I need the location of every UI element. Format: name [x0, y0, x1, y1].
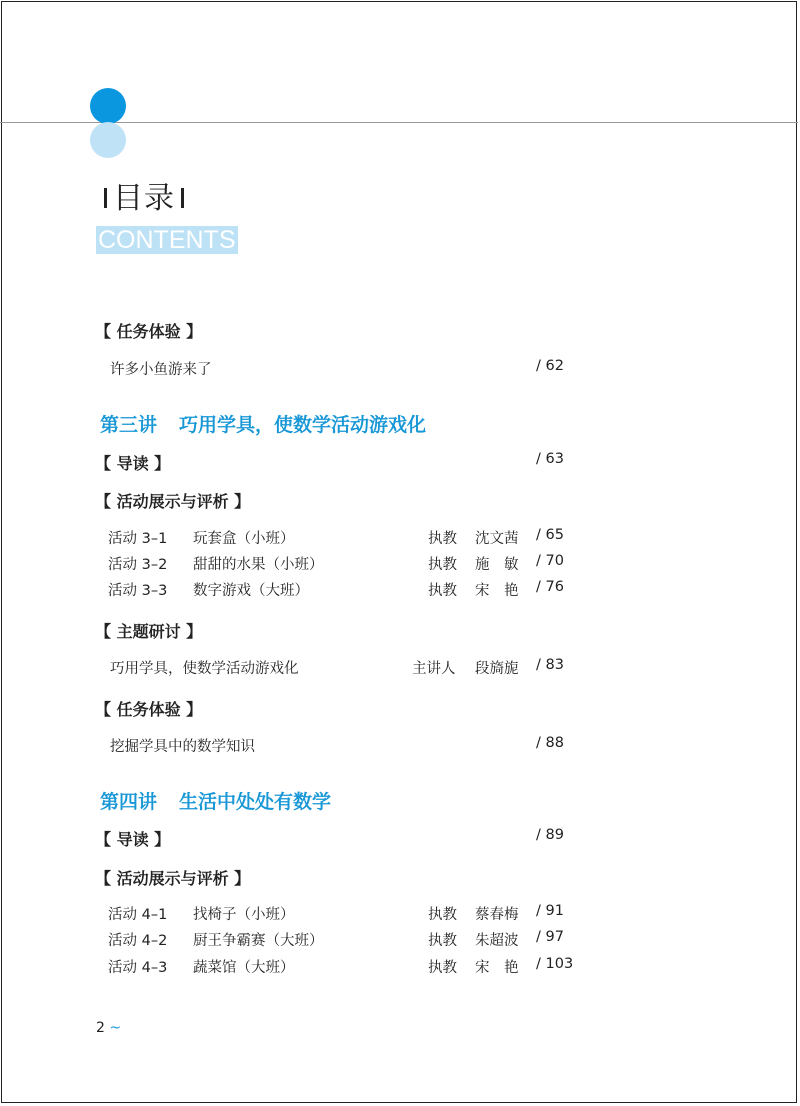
activity-page[interactable]: / 97	[536, 929, 564, 945]
decor-dot-light	[90, 122, 126, 158]
activity-role: 执教	[428, 557, 457, 573]
chapter-3-number: 第三讲	[100, 414, 158, 436]
activity-name[interactable]: 厨王争霸赛（大班）	[193, 933, 324, 949]
activity-code: 活动 4–1	[108, 907, 168, 923]
toc-entry-page[interactable]: / 62	[536, 358, 564, 374]
activity-page[interactable]: / 65	[536, 527, 564, 543]
activity-code: 活动 4–3	[108, 960, 168, 976]
activity-role: 执教	[428, 933, 457, 949]
activity-code: 活动 3–2	[108, 557, 168, 573]
page-tilde: ~	[109, 1020, 122, 1036]
activity-role: 执教	[428, 960, 457, 976]
activity-page[interactable]: / 103	[536, 956, 574, 972]
activity-name[interactable]: 蔬菜馆（大班）	[193, 960, 295, 976]
activity-page[interactable]: / 76	[536, 579, 564, 595]
chapter-3-title: 巧用学具，使数学活动游戏化	[179, 414, 427, 436]
activity-name[interactable]: 数字游戏（大班）	[193, 583, 309, 599]
page-footer	[96, 1020, 121, 1036]
chapter-4-number: 第四讲	[100, 791, 158, 813]
section-heading-guide[interactable]: 【 导读 】	[95, 830, 171, 849]
activity-teacher: 蔡春梅	[475, 907, 519, 923]
title-bar-right	[181, 188, 184, 208]
chapter-4-heading	[100, 787, 331, 814]
title-bar-left	[104, 188, 107, 208]
activity-role: 执教	[428, 583, 457, 599]
activity-code: 活动 4–2	[108, 933, 168, 949]
activity-teacher: 宋 艳	[475, 583, 519, 599]
topic-page[interactable]: / 83	[536, 657, 564, 673]
activity-name[interactable]: 甜甜的水果（小班）	[193, 557, 324, 573]
toc-entry-page[interactable]: / 63	[536, 451, 564, 467]
section-heading-task: 【 任务体验 】	[95, 322, 203, 341]
activity-page[interactable]: / 70	[536, 553, 564, 569]
toc-title-text: 目录	[113, 181, 175, 216]
toc-entry-page[interactable]: / 88	[536, 735, 564, 751]
activity-role: 执教	[428, 531, 457, 547]
toc-entry-page[interactable]: / 89	[536, 827, 564, 843]
section-heading-guide[interactable]: 【 导读 】	[95, 454, 171, 473]
toc-entry-name[interactable]: 挖掘学具中的数学知识	[110, 739, 255, 755]
activity-teacher: 朱超波	[475, 933, 519, 949]
activity-teacher: 施 敏	[475, 557, 519, 573]
activity-name[interactable]: 找椅子（小班）	[193, 907, 295, 923]
toc-title	[98, 182, 190, 216]
section-heading-activities: 【 活动展示与评析 】	[95, 492, 251, 511]
decor-dot-dark	[90, 88, 126, 124]
activity-teacher: 宋 艳	[475, 960, 519, 976]
topic-name[interactable]: 巧用学具，使数学活动游戏化	[110, 661, 299, 677]
activity-code: 活动 3–3	[108, 583, 168, 599]
page-number: 2	[96, 1020, 105, 1036]
contents-label: CONTENTS	[98, 226, 236, 254]
section-heading-topic: 【 主题研讨 】	[95, 622, 203, 641]
topic-speaker: 段旖旎	[475, 661, 519, 677]
chapter-3-heading	[100, 410, 426, 437]
section-heading-task: 【 任务体验 】	[95, 700, 203, 719]
activity-name[interactable]: 玩套盒（小班）	[193, 531, 295, 547]
activity-page[interactable]: / 91	[536, 903, 564, 919]
header-rule	[0, 122, 798, 123]
section-heading-activities: 【 活动展示与评析 】	[95, 869, 251, 888]
toc-entry-name[interactable]: 许多小鱼游来了	[110, 362, 212, 378]
chapter-4-title: 生活中处处有数学	[179, 791, 332, 813]
activity-code: 活动 3–1	[108, 531, 168, 547]
activity-role: 执教	[428, 907, 457, 923]
topic-role: 主讲人	[412, 661, 456, 677]
activity-teacher: 沈文茜	[475, 531, 519, 547]
